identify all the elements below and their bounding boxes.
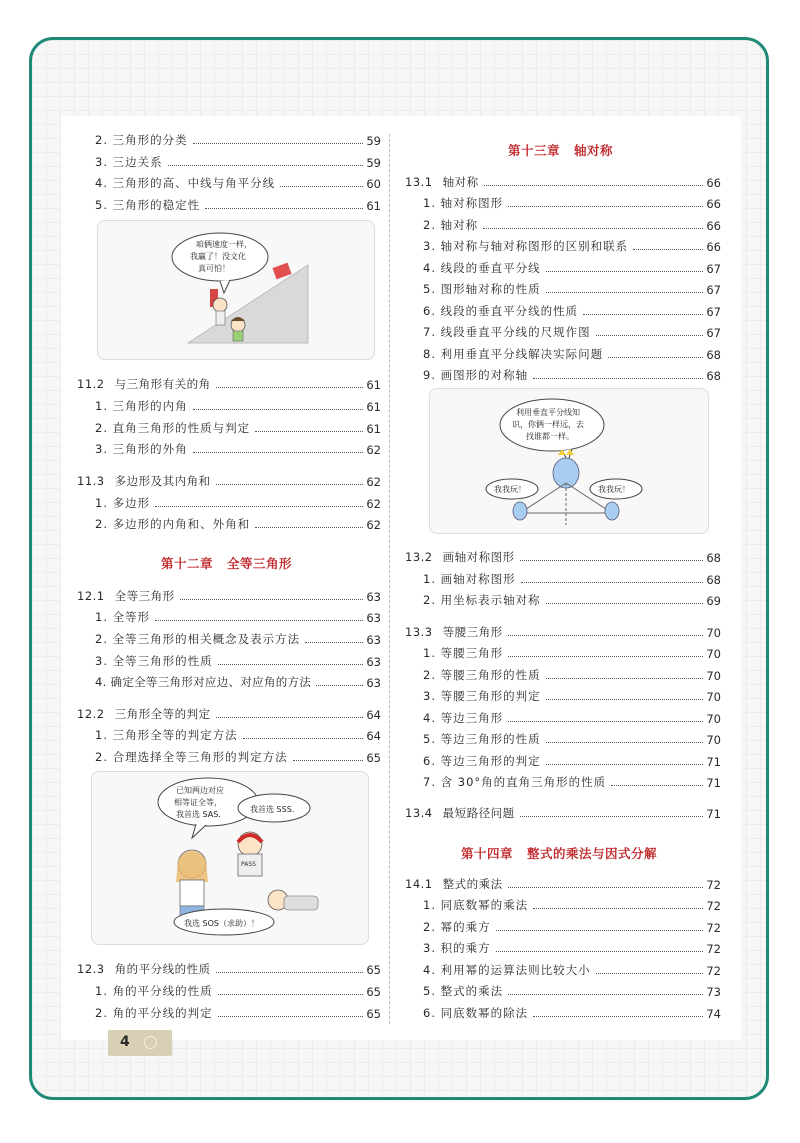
illustration-congruence-kids (91, 771, 369, 945)
toc-entry[interactable]: 5. 整式的乘法 73 (423, 984, 721, 999)
runner-figure (213, 298, 227, 312)
toc-entry[interactable]: 2. 合理选择全等三角形的判定方法 65 (95, 750, 381, 765)
toc-entry[interactable]: 2. 直角三角形的性质与判定 61 (95, 421, 381, 436)
toc-entry[interactable]: 4. 三角形的高、中线与角平分线 60 (95, 176, 381, 191)
clock-icon (144, 1036, 157, 1049)
toc-entry[interactable]: 5. 三角形的稳定性 61 (95, 198, 381, 213)
toc-entry[interactable]: 3. 全等三角形的性质 63 (95, 654, 381, 669)
toc-entry[interactable]: 7. 线段垂直平分线的尺规作图 67 (423, 325, 721, 340)
bubble-line: 我首选 SAS. (176, 810, 221, 819)
toc-entry[interactable]: 5. 等边三角形的性质 70 (423, 732, 721, 747)
chapter-12-heading[interactable]: 第十二章 全等三角形 (161, 556, 293, 571)
toc-entry[interactable]: 5. 图形轴对称的性质 67 (423, 282, 721, 297)
toc-entry[interactable]: 6. 等边三角形的判定 71 (423, 754, 721, 769)
toc-entry[interactable]: 2. 用坐标表示轴对称 69 (423, 593, 721, 608)
illustration-race-slope (97, 220, 375, 360)
chapter-13-heading[interactable]: 第十三章 轴对称 (508, 143, 614, 158)
bubble-line: 我首选 SSS. (250, 805, 295, 814)
toc-entry[interactable]: 3. 轴对称与轴对称图形的区别和联系 66 (423, 239, 721, 254)
toc-entry[interactable]: 2. 轴对称 66 (423, 218, 721, 233)
bubble-line: 已知两边对应 (176, 786, 224, 795)
bubble-line: 我我玩！ (598, 485, 630, 494)
toc-entry[interactable]: 3. 三角形的外角 62 (95, 442, 381, 457)
penguin-left-figure (513, 502, 527, 520)
chapter-14-heading[interactable]: 第十四章 整式的乘法与因式分解 (461, 846, 658, 861)
bubble-line: 真可怕！ (198, 264, 230, 273)
toc-entry[interactable]: 3. 三边关系 59 (95, 155, 381, 170)
toc-section[interactable]: 13.3 等腰三角形 70 (405, 625, 721, 640)
toc-entry[interactable]: 1. 三角形全等的判定方法 64 (95, 728, 381, 743)
bubble-line: 识，你俩一样远，去 (512, 420, 584, 429)
toc-entry[interactable]: 9. 画图形的对称轴 68 (423, 368, 721, 383)
page-number: 4 (120, 1034, 130, 1050)
toc-section[interactable]: 11.3 多边形及其内角和 62 (77, 474, 381, 489)
toc-section[interactable]: 13.4 最短路径问题 71 (405, 806, 721, 821)
toc-entry[interactable]: 2. 多边形的内角和、外角和 62 (95, 517, 381, 532)
page-number-tab (108, 1030, 172, 1056)
toc-entry[interactable]: 1. 角的平分线的性质 65 (95, 984, 381, 999)
toc-entry[interactable]: 4. 确定全等三角形对应边、对应角的方法 63 (95, 675, 381, 690)
toc-entry[interactable]: 1. 等腰三角形 70 (423, 646, 721, 661)
toc-section[interactable]: 13.1 轴对称 66 (405, 175, 721, 190)
toc-entry[interactable]: 1. 多边形 62 (95, 496, 381, 511)
toc-entry[interactable]: 3. 等腰三角形的判定 70 (423, 689, 721, 704)
book-icon (272, 263, 291, 280)
toc-entry[interactable]: 3. 积的乘方 72 (423, 941, 721, 956)
bubble-line: 我选 SOS（求助）！ (184, 919, 259, 928)
column-divider (389, 134, 390, 1024)
toc-section[interactable]: 11.2 与三角形有关的角 61 (77, 377, 381, 392)
toc-entry[interactable]: 4. 等边三角形 70 (423, 711, 721, 726)
toc-entry[interactable]: 6. 同底数幂的除法 74 (423, 1006, 721, 1021)
illustration-bisector (429, 388, 709, 534)
toc-paper (61, 116, 741, 1040)
toc-entry[interactable]: 2. 等腰三角形的性质 70 (423, 668, 721, 683)
bubble-line: 我赢了！没文化 (190, 252, 246, 261)
penguin-right-figure (605, 502, 619, 520)
toc-section[interactable]: 13.2 画轴对称图形 68 (405, 550, 721, 565)
toc-section[interactable]: 12.2 三角形全等的判定 64 (77, 707, 381, 722)
toc-section[interactable]: 14.1 整式的乘法 72 (405, 877, 721, 892)
toc-entry[interactable]: 1. 轴对称图形 66 (423, 196, 721, 211)
toc-section[interactable]: 12.1 全等三角形 63 (77, 589, 381, 604)
toc-entry[interactable]: 8. 利用垂直平分线解决实际问题 68 (423, 347, 721, 362)
toc-entry[interactable]: 1. 画轴对称图形 68 (423, 572, 721, 587)
toc-entry[interactable]: 2. 角的平分线的判定 65 (95, 1006, 381, 1021)
bubble-line: 我我玩！ (494, 485, 526, 494)
toc-entry[interactable]: 2. 幂的乘方 72 (423, 920, 721, 935)
svg-text:PASS: PASS (241, 861, 256, 868)
bubble-line: 相等证全等， (174, 798, 222, 807)
toc-entry[interactable]: 6. 线段的垂直平分线的性质 67 (423, 304, 721, 319)
toc-entry[interactable]: 1. 三角形的内角 61 (95, 399, 381, 414)
toc-entry[interactable]: 4. 线段的垂直平分线 67 (423, 261, 721, 276)
toc-entry[interactable]: 7. 含 30°角的直角三角形的性质 71 (423, 775, 721, 790)
toc-entry[interactable]: 1. 同底数幂的乘法 72 (423, 898, 721, 913)
toc-entry[interactable]: 2. 三角形的分类 59 (95, 133, 381, 148)
toc-entry[interactable]: 1. 全等形 63 (95, 610, 381, 625)
bubble-line: 咱俩速度一样， (196, 240, 252, 249)
toc-entry[interactable]: 4. 利用幂的运算法则比较大小 72 (423, 963, 721, 978)
toc-section[interactable]: 12.3 角的平分线的性质 65 (77, 962, 381, 977)
bubble-line: 利用垂直平分线知 (516, 408, 580, 417)
bubble-line: 找谁都一样。 (526, 432, 574, 441)
toc-entry[interactable]: 2. 全等三角形的相关概念及表示方法 63 (95, 632, 381, 647)
